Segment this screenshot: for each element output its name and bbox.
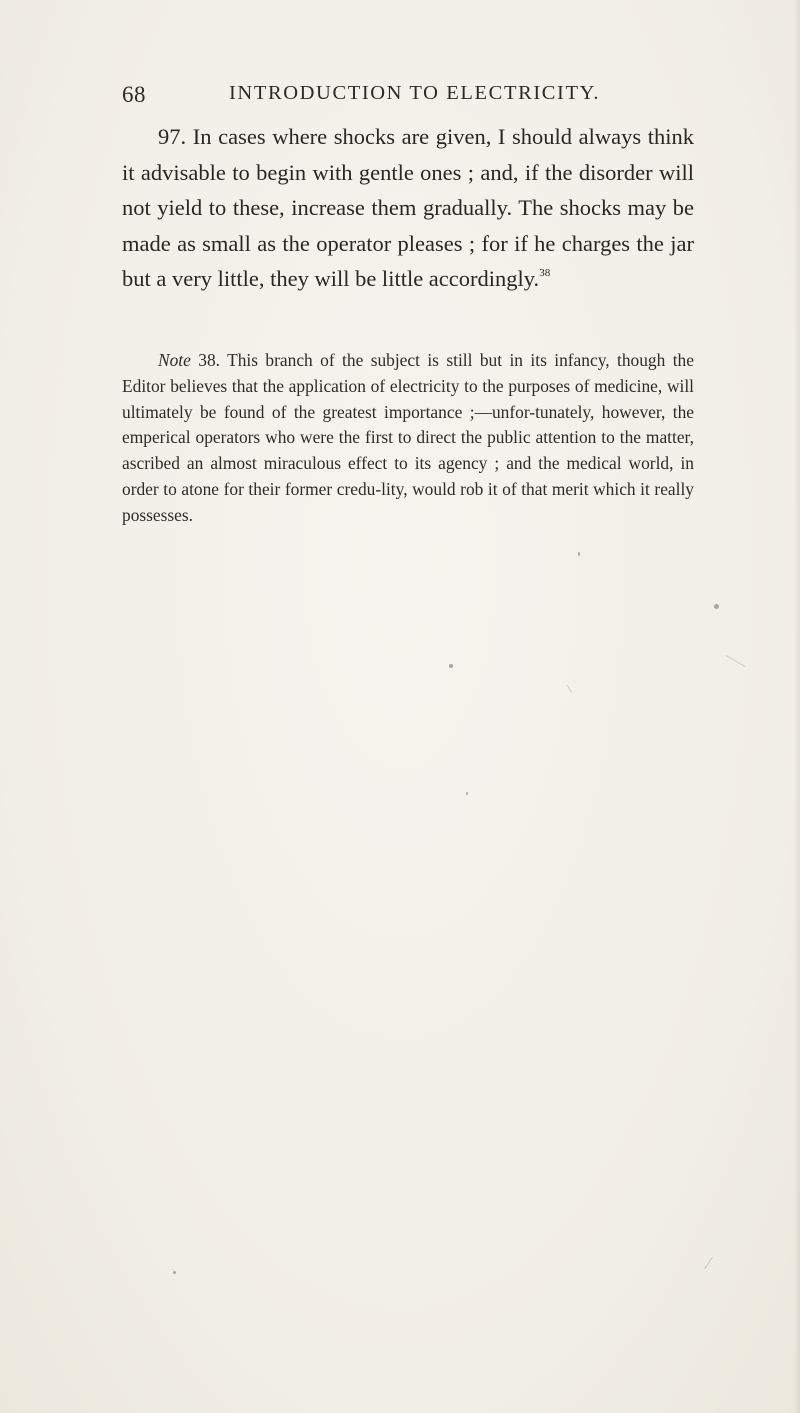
paper-speck [173,1271,176,1274]
footnote-label: Note [158,350,191,370]
paper-fibre [567,685,572,692]
header-title: INTRODUCTION TO ELECTRICITY. [229,82,601,104]
paragraph-number: 97. [158,124,187,149]
running-head [122,82,678,112]
page-number: 68 [122,82,146,107]
paper-fibre [704,1257,713,1269]
paragraph-text: In cases where shocks are given, I should always think it advisable to begin with gentle ones ; and, if the disorder will not yield to these, increase them gradually. The shocks may be made as small as the operator pleases ; for if he charges the jar but a very little, they will be little accordingly. [122,124,695,291]
paper-speck [714,604,719,609]
footnote-number: 38. [198,350,221,370]
paper-speck [466,792,468,795]
paper-speck [449,664,453,668]
paper-fibre [726,655,746,667]
footnote [122,348,694,529]
paper-speck [578,552,580,556]
footnote-text: This branch of the subject is still but in its infancy, though the Editor believes that the application of electricity to the purposes of medicine, will ultimately be found of the greatest importance ;—unfor-tunately, however, the emperical operators who were the first to direct the public attention to the matter, ascribed an almost miraculous effect to its agency ; and the medical world, in order to atone for their former credu-lity, would rob it of that merit which it really possesses. [122,350,694,525]
footnote-reference: 38 [539,267,551,279]
body-paragraph [122,119,694,297]
page-edge-shadow [794,0,800,1413]
